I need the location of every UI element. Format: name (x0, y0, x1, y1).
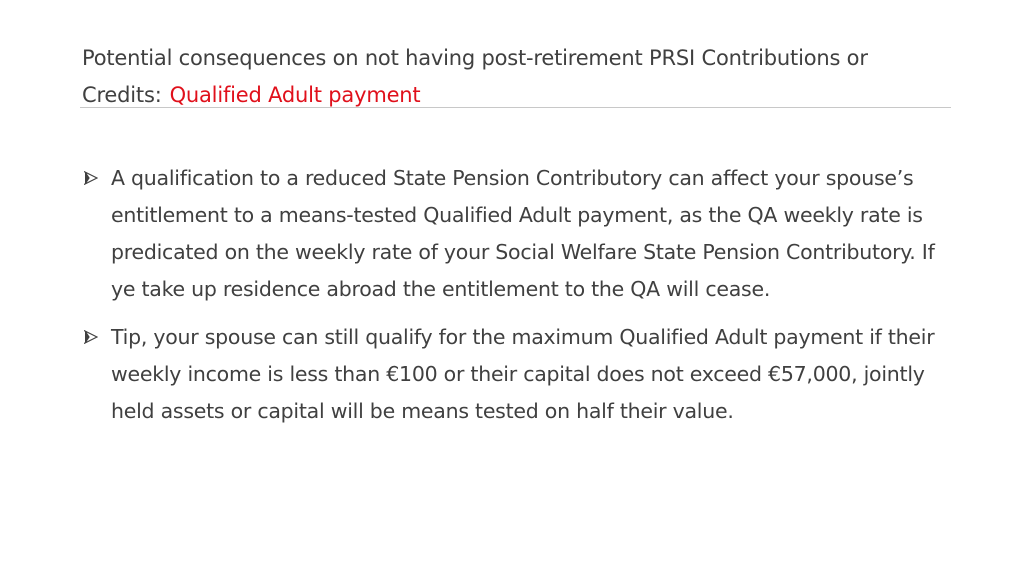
arrow-bullet-icon (84, 330, 98, 344)
title-highlight: Qualified Adult payment (169, 83, 421, 107)
bullet-item (84, 319, 954, 430)
title-text: Potential consequences on not having post-retirement PRSI Contributions or Credits: (82, 46, 868, 107)
title-divider (80, 107, 951, 108)
bullet-item (84, 160, 954, 308)
bullet-text: Tip, your spouse can still qualify for the maximum Qualified Adult payment if their weekly income is less than €100 or their capital does not exceed €57,000, jointly held assets or capital will be means tested on half their value. (111, 325, 935, 423)
bullet-text: A qualification to a reduced State Pension Contributory can affect your spouse’s entitlement to a means-tested Qualified Adult payment, as the QA weekly rate is predicated on the weekly rate of your Social Welfare State Pension Contributory. If ye take up residence abroad the entitlement to the QA will cease. (111, 166, 935, 301)
slide-title (82, 40, 942, 114)
bullet-list (84, 160, 954, 441)
arrow-bullet-icon (84, 171, 98, 185)
